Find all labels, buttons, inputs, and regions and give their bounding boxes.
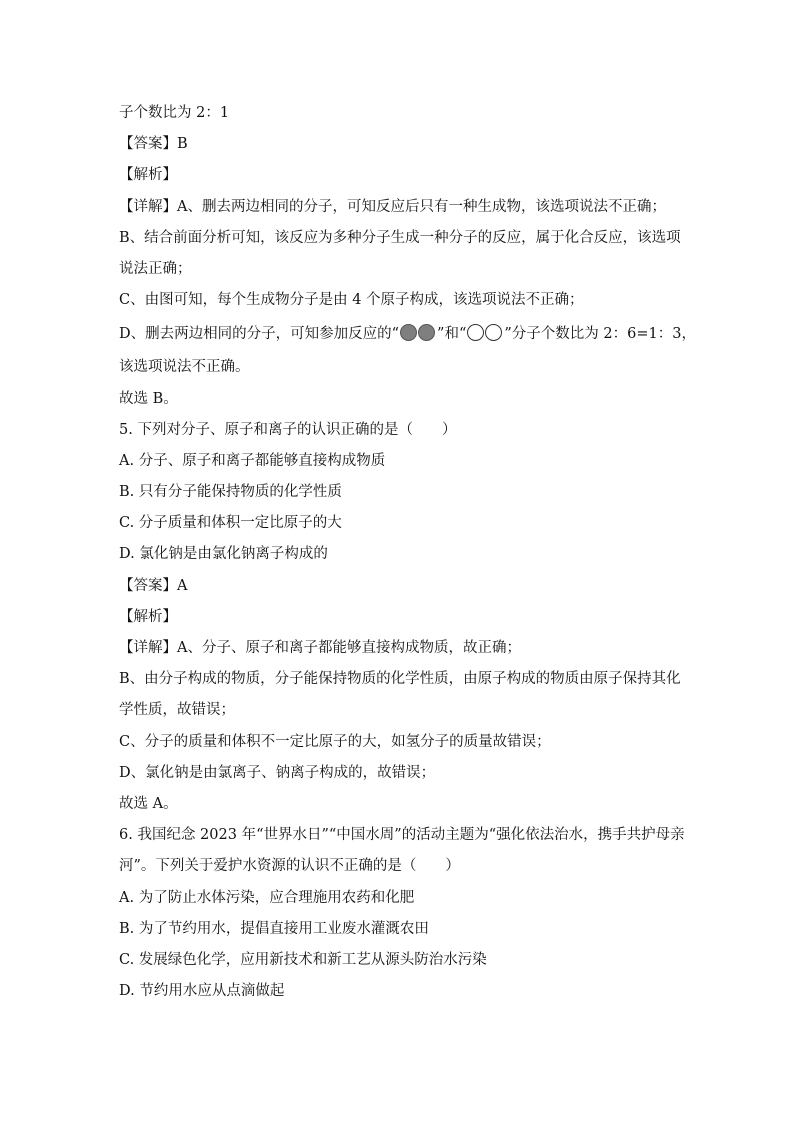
text-line: 故选 A。 — [119, 795, 178, 812]
text-line: C、分子的质量和体积不一定比原子的大，如氢分子的质量故错误； — [119, 733, 551, 750]
text-line: 子个数比为 2：1 — [119, 105, 230, 121]
analysis-label: 【解析】 — [119, 608, 177, 625]
text-line: 该选项说法不正确。 — [119, 359, 250, 376]
text-line: D、氯化钠是由氯离子、钠离子构成的，故错误； — [119, 764, 436, 781]
option-b: B. 为了节约用水，提倡直接用工业废水灌溉农田 — [119, 920, 429, 937]
option-a: A. 为了防止水体污染，应合理施用农药和化肥 — [119, 889, 415, 906]
text-line: B、结合前面分析可知，该反应为多种分子生成一种分子的反应，属于化合反应，该选项 — [119, 229, 681, 246]
text-line: 【详解】A、分子、原子和离子都能够直接构成物质，故正确； — [119, 640, 521, 656]
option-d: D. 节约用水应从点滴做起 — [119, 983, 285, 1000]
text-line: C、由图可知，每个生成物分子是由 4 个原子构成，该选项说法不正确； — [119, 292, 584, 309]
text-line: 学性质，故错误； — [119, 702, 235, 719]
question-5: 5. 下列对分子、原子和离子的认识正确的是（ ） — [119, 421, 457, 438]
answer-label: 【答案】A — [119, 577, 188, 594]
question-6: 6. 我国纪念 2023 年“世界水日”“中国水周”的活动主题为“强化依法治水，携手共护母亲 — [119, 827, 685, 844]
text-line: 说法正确； — [119, 260, 192, 277]
text-segment: D、删去两边相同的分子，可知参加反应的“ — [119, 326, 400, 343]
text-line: 【详解】A、删去两边相同的分子，可知反应后只有一种生成物，该选项说法不正确； — [119, 198, 666, 215]
text-segment: ”分子个数比为 2：6=1：3， — [504, 326, 696, 343]
document-page — [119, 98, 696, 1007]
option-c: C. 分子质量和体积一定比原子的大 — [119, 515, 342, 532]
analysis-label: 【解析】 — [119, 167, 177, 184]
text-line-with-molecules — [119, 316, 696, 352]
option-c: C. 发展绿色化学，应用新技术和新工艺从源头防治水污染 — [119, 951, 487, 968]
option-b: B. 只有分子能保持物质的化学性质 — [119, 484, 342, 501]
text-line: 故选 B。 — [119, 390, 178, 407]
option-d: D. 氯化钠是由氯化钠离子构成的 — [119, 546, 328, 563]
filled-diatomic-molecule-icon — [400, 319, 436, 355]
answer-label: 【答案】B — [119, 136, 188, 153]
option-a: A. 分子、原子和离子都能够直接构成物质 — [119, 452, 386, 469]
text-segment: ”和“ — [437, 326, 467, 343]
text-line: B、由分子构成的物质，分子能保持物质的化学性质，由原子构成的物质由原子保持其化 — [119, 671, 681, 688]
question-6-cont: 河”。下列关于爱护水资源的认识不正确的是（ ） — [119, 858, 460, 875]
empty-diatomic-molecule-icon — [467, 319, 503, 355]
